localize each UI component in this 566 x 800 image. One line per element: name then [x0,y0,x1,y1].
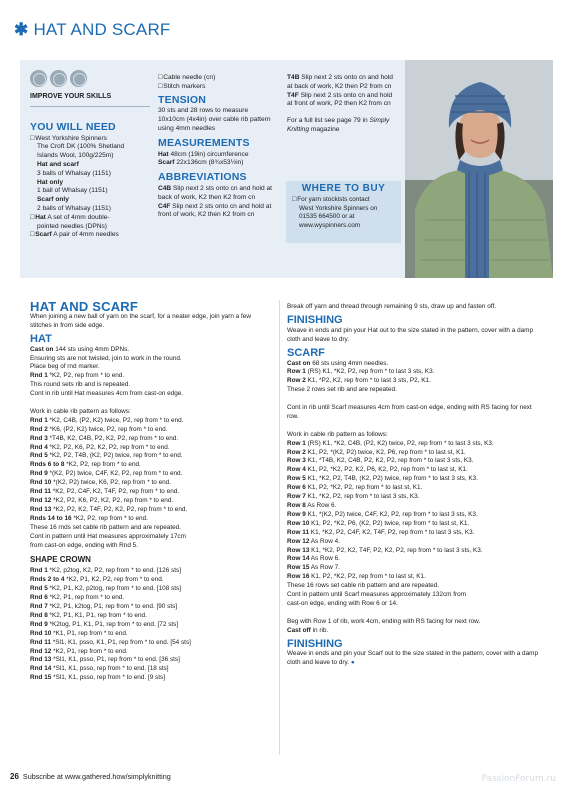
end-mark-icon: ● [350,659,355,667]
yarn-subheading: Hat and scarf [37,160,79,168]
pattern-line: Rnds 6 to 8 *K2, P2, rep from * to end. [30,461,141,469]
pattern-line: Rnd 1 *K2, p2tog, K2, P2, rep from * to end. [126 sts] [30,567,181,575]
pattern-line: Row 16 K1, P2, *K2, P2, rep from * to last st, K1. [287,573,426,581]
pattern-line: Rnd 4 *K2, P2, K6, P2, K2, P2, rep from * to end. [30,443,170,451]
pattern-line: Rnd 12 *K2, P1, rep from * to end. [30,647,128,655]
pattern-line: Rnd 6 *K2, P1, rep from * to end. [30,594,125,602]
pattern-line: These 2 rows set rib and are repeated. [287,386,397,394]
pattern-line: Ensuring sts are not twisted, join to work in the round. [30,354,182,362]
hat-setup-lines [30,355,270,373]
abbreviations-heading: ABBREVIATIONS [158,171,247,184]
scarf-measurement: Scarf 22x136cm (8¾x53½in) [158,159,244,167]
pattern-line: Row 9 K1, *(K2, P2) twice, C4F, K2, P2, rep from * to last 3 sts, K3. [287,510,478,518]
page-number: 26 [10,772,19,781]
pattern-line: Rnd 10 *K1, P1, rep from * to end. [30,629,128,637]
scarf-finishing-heading: FINISHING [287,637,343,650]
scarf-rib-lines [287,368,545,395]
pattern-line: Rnd 15 *Sl1, K1, psso, rep from * to end. [9 sts] [30,674,165,682]
page-footer [10,772,558,781]
pattern-line: Rnd 5 *K2, P2, T4B, (K2, P2) twice, rep from * to end. [30,452,183,460]
watermark: PassionForum.ru [481,774,556,784]
hat-pattern-column [30,299,270,683]
pattern-line: Cont in pattern until Hat measures approximately 17cm [30,532,186,540]
page-header [0,0,566,60]
needle-line: □ Scarf A pair of 4mm needles [30,231,150,240]
pattern-line: Rnd 9 *(K2, P2) twice, C4F, K2, P2, rep from * to end. [30,470,183,478]
buy-text: □ For yarn stockists contact [292,196,395,204]
pattern-line: Row 8 As Row 6. [287,502,337,509]
you-will-need-column [30,70,150,240]
yarn-ball-icon [30,70,47,87]
subscribe-link[interactable]: Subscribe at www.gathered.how/simplyknitting [22,772,171,781]
pattern-line: cast-on edge, ending with Row 6 or 14. [287,599,398,607]
needle-line: pointed needles (DPNs) [37,222,108,230]
break-off-text: Break off yarn and thread through remaining 9 sts, draw up and fasten off. [287,303,497,310]
pattern-line: from cast-on edge, ending with Rnd 5. [30,541,138,549]
cable-intro: Work in cable rib pattern as follows: [30,407,131,415]
yarn-subheading: Hat only [37,178,64,186]
yarn-subheading: Scarf only [37,196,69,204]
scarf-heading: SCARF [287,346,325,359]
pattern-line: Row 3 K1, *T4B, K2, C4B, P2, K2, P2, rep from * to last 3 sts, K3. [287,457,474,465]
pattern-line: Row 2 K1, *P2, K2, rep from * to last 3 sts, P2, K1. [287,377,431,385]
skill-level-icons [30,70,150,87]
abbreviations-column [287,74,399,135]
pattern-line: Rnd 1 *K2, P2, rep from * to end. [30,372,125,380]
crown-lines [30,567,270,683]
improve-skills-label: IMPROVE YOUR SKILLS [30,91,150,107]
extra-item: □ Cable needle (cn) [158,74,276,83]
pattern-line: Rnd 11 *K2, P2, C4F, K2, T4F, P2, rep from * to end. [30,488,180,496]
scarf-pattern-column [287,303,545,668]
abbreviation-c4f: C4F Slip next 2 sts onto cn and hold at front of work, K2 then K2 from cn [158,202,272,219]
scarf-end-rib: Beg with Row 1 of rib, work 4cm, ending with RS facing for next row. [287,617,481,625]
tension-heading: TENSION [158,93,207,106]
tension-text: 30 sts and 28 rows to measure 10x10cm (4x4in) over cable rib pattern using 4mm needles [158,107,271,132]
abbreviation-t4f: T4F Slip next 2 sts onto cn and hold at front of work, P2 then K2 from cn [287,91,393,108]
pattern-line: Rnd 8 *K2, P1, K1, P1, rep from * to end. [30,611,147,619]
hat-finishing-text: Weave in ends and pin your Hat out to the size stated in the pattern, cover with a damp cloth and leave to dry. [287,326,534,343]
abbreviation-t4b: T4B Slip next 2 sts onto cn and hold at back of work, K2 then P2 from cn [287,74,393,90]
pattern-line: Rnd 14 *Sl1, K1, psso, rep from * to end. [18 sts] [30,665,169,673]
pattern-line: Row 10 K1, P2, *K2, P6, (K2, P2) twice, rep from * to last st, K1. [287,519,470,527]
abbreviation-c4b: C4B Slip next 2 sts onto cn and hold at back of work, K2 then K2 from cn [158,184,273,201]
pattern-title: HAT AND SCARF [30,299,139,314]
yarn-line: Islands Wool, 100g/225m) [37,152,114,160]
cast-off-line: Cast off in rib. [287,626,329,634]
pattern-line: Row 14 As Row 6. [287,555,340,563]
pattern-line: Place beg of rnd marker. [30,363,100,371]
where-to-buy-heading: WHERE TO BUY [301,183,386,194]
hat-cast-on: Cast on 144 sts using 4mm DPNs. [30,345,130,353]
pattern-line: Rnd 13 *K2, P2, K2, T4F, P2, K2, P2, rep from * to end. [30,505,188,513]
pattern-line: Row 1 (RS) K1, *K2, C4B, (P2, K2) twice, P2, rep from * to last 3 sts, K3. [287,439,494,447]
pattern-line: Rnd 3 *T4B, K2, C4B, P2, K2, P2, rep from * to end. [30,434,179,442]
hat-cable-lines [30,417,270,551]
shape-crown-heading: SHAPE CROWN [30,555,91,565]
column-divider [279,300,280,755]
page-title: ✱ HAT AND SCARF [14,20,171,39]
pattern-line: Cont in pattern until Scarf measures approximately 132cm from [287,591,467,599]
hat-rib-lines [30,372,270,399]
scarf-cont-text: Cont in rib until Scarf measures 4cm from cast-on edge, ending with RS facing for next row. [287,404,532,420]
pattern-line: Rnd 12 *K2, P2, K6, P2, K2, P2, rep from * to end. [30,497,174,505]
tension-column [158,74,276,220]
pattern-line: Rnd 2 *K6, (P2, K2) twice, P2, rep from * to end. [30,425,168,433]
scarf-cable-intro: Work in cable rib pattern as follows: [287,430,388,438]
scarf-finishing-text: Weave in ends and pin your Scarf out to the size stated in the pattern, cover with a damp cloth and leave to dry. ● [287,650,539,667]
yarn-ball-icon [70,70,87,87]
buy-phone: 01535 664500 or at [299,213,355,221]
pattern-line: Row 2 K1, P2, *(K2, P2) twice, K2, P6, rep from * to last st, K1. [287,448,466,456]
pattern-line: Row 6 K1, P2, *K2, P2, rep from * to last st, K1. [287,484,423,492]
scarf-cable-lines [287,440,545,609]
pattern-line: Rnd 5 *K2, P1, K2, p2tog, rep from * to end. [108 sts] [30,585,181,593]
pattern-line: Row 4 K1, P2, *K2, P2, K2, P6, K2, P2, rep from * to last st, K1. [287,466,468,474]
pattern-line: Row 5 K1, *K2, P2, T4B, (K2, P2) twice, rep from * to last 3 sts, K3. [287,475,478,483]
yarn-ball-icon [50,70,67,87]
pattern-line: Rnd 10 *(K2, P2) twice, K6, P2, rep from * to end. [30,479,172,487]
hat-heading: HAT [30,332,52,345]
scarf-cast-on: Cast on 68 sts using 4mm needles. [287,359,389,367]
measurements-heading: MEASUREMENTS [158,136,250,149]
pattern-line: Row 7 K1, *K2, P2, rep from * to last 3 sts, K3. [287,493,420,501]
yarn-line: The Croft DK (100% Shetland [37,143,125,151]
woman-in-hat-and-scarf-image [405,60,553,278]
extra-item: □ Stitch markers [158,83,276,92]
pattern-line: Row 11 K1, *K2, P2, C4F, K2, T4F, P2, rep from * to last 3 sts, K3. [287,528,475,536]
model-photo [405,60,553,278]
hat-measurement: Hat 48cm (19in) circumference [158,150,249,158]
pattern-line: Row 1 (RS) K1, *K2, P2, rep from * to last 3 sts, K3. [287,368,435,376]
pattern-line: Rnd 9 *K2tog, P1, K1, P1, rep from * to end. [72 sts] [30,620,179,628]
where-to-buy-box [286,181,401,243]
pattern-line: Rnds 14 to 16 *K2, P2, rep from * to end. [30,514,148,522]
pattern-line: These 16 rows set cable rib pattern and are repeated. [287,582,440,590]
buy-text: West Yorkshire Spinners on [299,204,378,212]
buy-website[interactable]: www.wyspinners.com [299,221,361,229]
yarn-line: 3 balls of Whalsay (1151) [37,169,111,177]
asterisk-icon: ✱ [14,20,29,39]
pattern-line: This round sets rib and is repeated. [30,381,131,389]
pattern-line: Rnds 2 to 4 *K2, P1, K2, P2, rep from * to end. [30,576,164,584]
intro-text: When joining a new ball of yarn on the scarf, for a neater edge, join yarn a few stitches in from side edge. [30,312,251,329]
pattern-line: Row 12 As Row 4. [287,537,340,545]
pattern-line: Row 15 As Row 7. [287,564,340,572]
finishing-heading: FINISHING [287,313,343,326]
pattern-line: These 16 rnds set cable rib pattern and are repeated. [30,523,181,531]
yarn-line: 1 ball of Whalsay (1151) [37,187,108,195]
pattern-line: Row 13 K1, *K2, P2, K2, T4F, P2, K2, P2, rep from * to last 3 sts, K3. [287,546,483,554]
needle-line: □ Hat A set of 4mm double- [30,214,150,223]
pattern-line: Rnd 11 *Sl1, K1, psso, K1, P1, rep from * to end. [54 sts] [30,638,191,646]
full-list-note: For a full list see page 79 in Simply Knitting magazine [287,117,390,133]
pattern-line: Rnd 13 *Sl1, K1, psso, P1, rep from * to end. [36 sts] [30,656,180,664]
yarn-line: 2 balls of Whalsay (1151) [37,204,111,212]
pattern-line: Rnd 1 *K2, C4B, (P2, K2) twice, P2, rep from * to end. [30,416,184,424]
you-will-need-heading: YOU WILL NEED [30,120,116,133]
pattern-line: Rnd 7 *K2, P1, k2tog, P1, rep from * to end. [90 sts] [30,602,178,610]
pattern-line: Cont in rib until Hat measures 4cm from cast-on edge. [30,390,184,398]
yarn-line: □ West Yorkshire Spinners [30,135,150,144]
